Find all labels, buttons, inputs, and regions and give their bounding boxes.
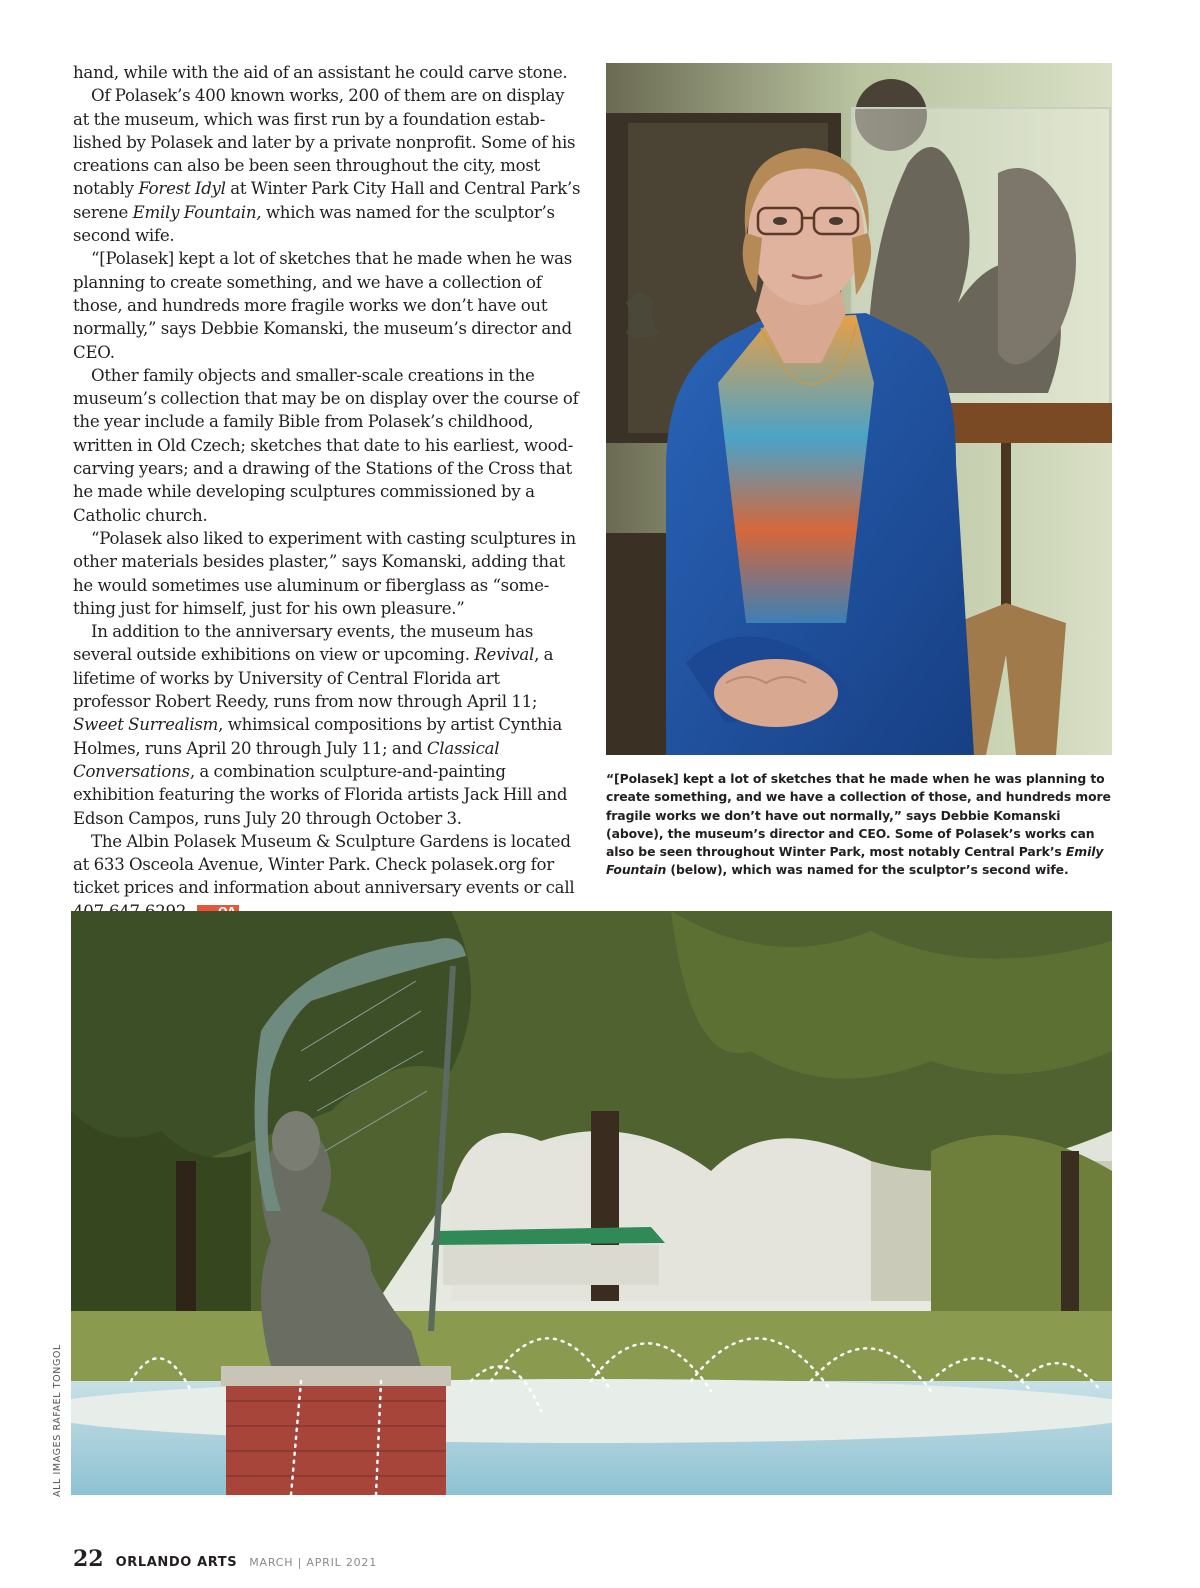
caption-text <box>606 770 1112 880</box>
article-paragraph <box>73 830 581 923</box>
text-run: , whimsical compositions by artist Cynthia Holmes, runs April 20 through July 11; and <box>73 715 562 758</box>
caption-run: (below), which was named for the sculptor’s second wife. <box>666 862 1069 878</box>
text-run: at Winter Park City Hall and Central Park’s serene <box>73 179 581 222</box>
page-footer <box>73 1546 377 1576</box>
article-paragraph <box>73 620 581 830</box>
artwork-title: Forest Idyl <box>138 179 226 199</box>
text-run: , a combination sculpture-and-painting exhibition featuring the works of Florida artists Jack Hill and Edson Campos, runs July 20 through October 3. <box>73 761 568 828</box>
artwork-title: Emily Fountain, <box>132 202 262 222</box>
caption-run: “[Polasek] kept a lot of sketches that he made when he was planning to create something, and we have a collection of those, and hundreds more fragile works we don’t have out normally,” says Debbie Komanski (above), the museum’s director and CEO. Some of Polasek’s works can also be seen throughout Winter Park, most notably Central Park’s <box>606 771 1111 860</box>
exhibition-title: Sweet Surrealism <box>73 715 219 735</box>
photo-caption <box>606 770 1112 880</box>
issue-date: MARCH | APRIL 2021 <box>249 1556 378 1569</box>
portrait-photo <box>606 63 1112 755</box>
photo-credit: ALL IMAGES RAFAEL TONGOL <box>52 1344 63 1497</box>
article-paragraph <box>73 84 581 247</box>
text-run: In addition to the anniversary events, the museum has several outside exhibitions on view or upcoming. <box>73 622 534 665</box>
article-paragraph: hand, while with the aid of an assistant he could carve stone. <box>73 63 568 82</box>
article-body-column <box>73 61 581 923</box>
text-run: The Albin Polasek Museum & Sculpture Gardens is located at 633 Osceola Avenue, Winter Park. Check polasek.org for ticket prices and information about anniversary events or call <box>73 831 575 898</box>
article-paragraph: “[Polasek] kept a lot of sketches that he made when he was planning to create something, and we have a collection of those, and hundreds more fragile works we don’t have out normally,” says Debbie Komanski, the museum’s director and CEO. <box>73 249 573 362</box>
text-run: , a lifetime of works by University of Central Florida art professor Robert Reedy, runs from now through April 11; <box>73 645 554 712</box>
text-run: Of Polasek’s 400 known works, 200 of them are on display at the museum, which was first run by a foundation established by Polasek and later by a private nonprofit. Some of his creations can also be been seen throughout the city, most notably <box>73 86 576 199</box>
exhibition-title: Revival <box>474 645 535 665</box>
text-run: which was named for the sculptor’s second wife. <box>73 202 555 246</box>
article-paragraph: Other family objects and smaller-scale creations in the museum’s collection that may be on display over the course of the year include a family Bible from Polasek’s childhood, written in Old Czech; sketches that date to his earliest, woodcarving years; and a drawing of the Stations of the Cross that he made while developing sculptures commissioned by a Catholic church. <box>73 365 579 525</box>
page-number: 22 <box>73 1546 104 1572</box>
caption-artwork-title: Emily Fountain <box>606 844 1104 878</box>
exhibition-title: Classical Conversations <box>73 738 500 781</box>
publication-name: ORLANDO ARTS <box>115 1555 238 1570</box>
fountain-photo <box>71 911 1112 1495</box>
fountain-photo-illustration <box>71 911 1112 1495</box>
portrait-photo-illustration <box>606 63 1112 755</box>
article-paragraph: “Polasek also liked to experiment with casting sculptures in other materials besides plaster,” says Komanski, adding that he would sometimes use aluminum or fiberglass as “something just for himself, just for his own pleasure.” <box>73 528 576 618</box>
